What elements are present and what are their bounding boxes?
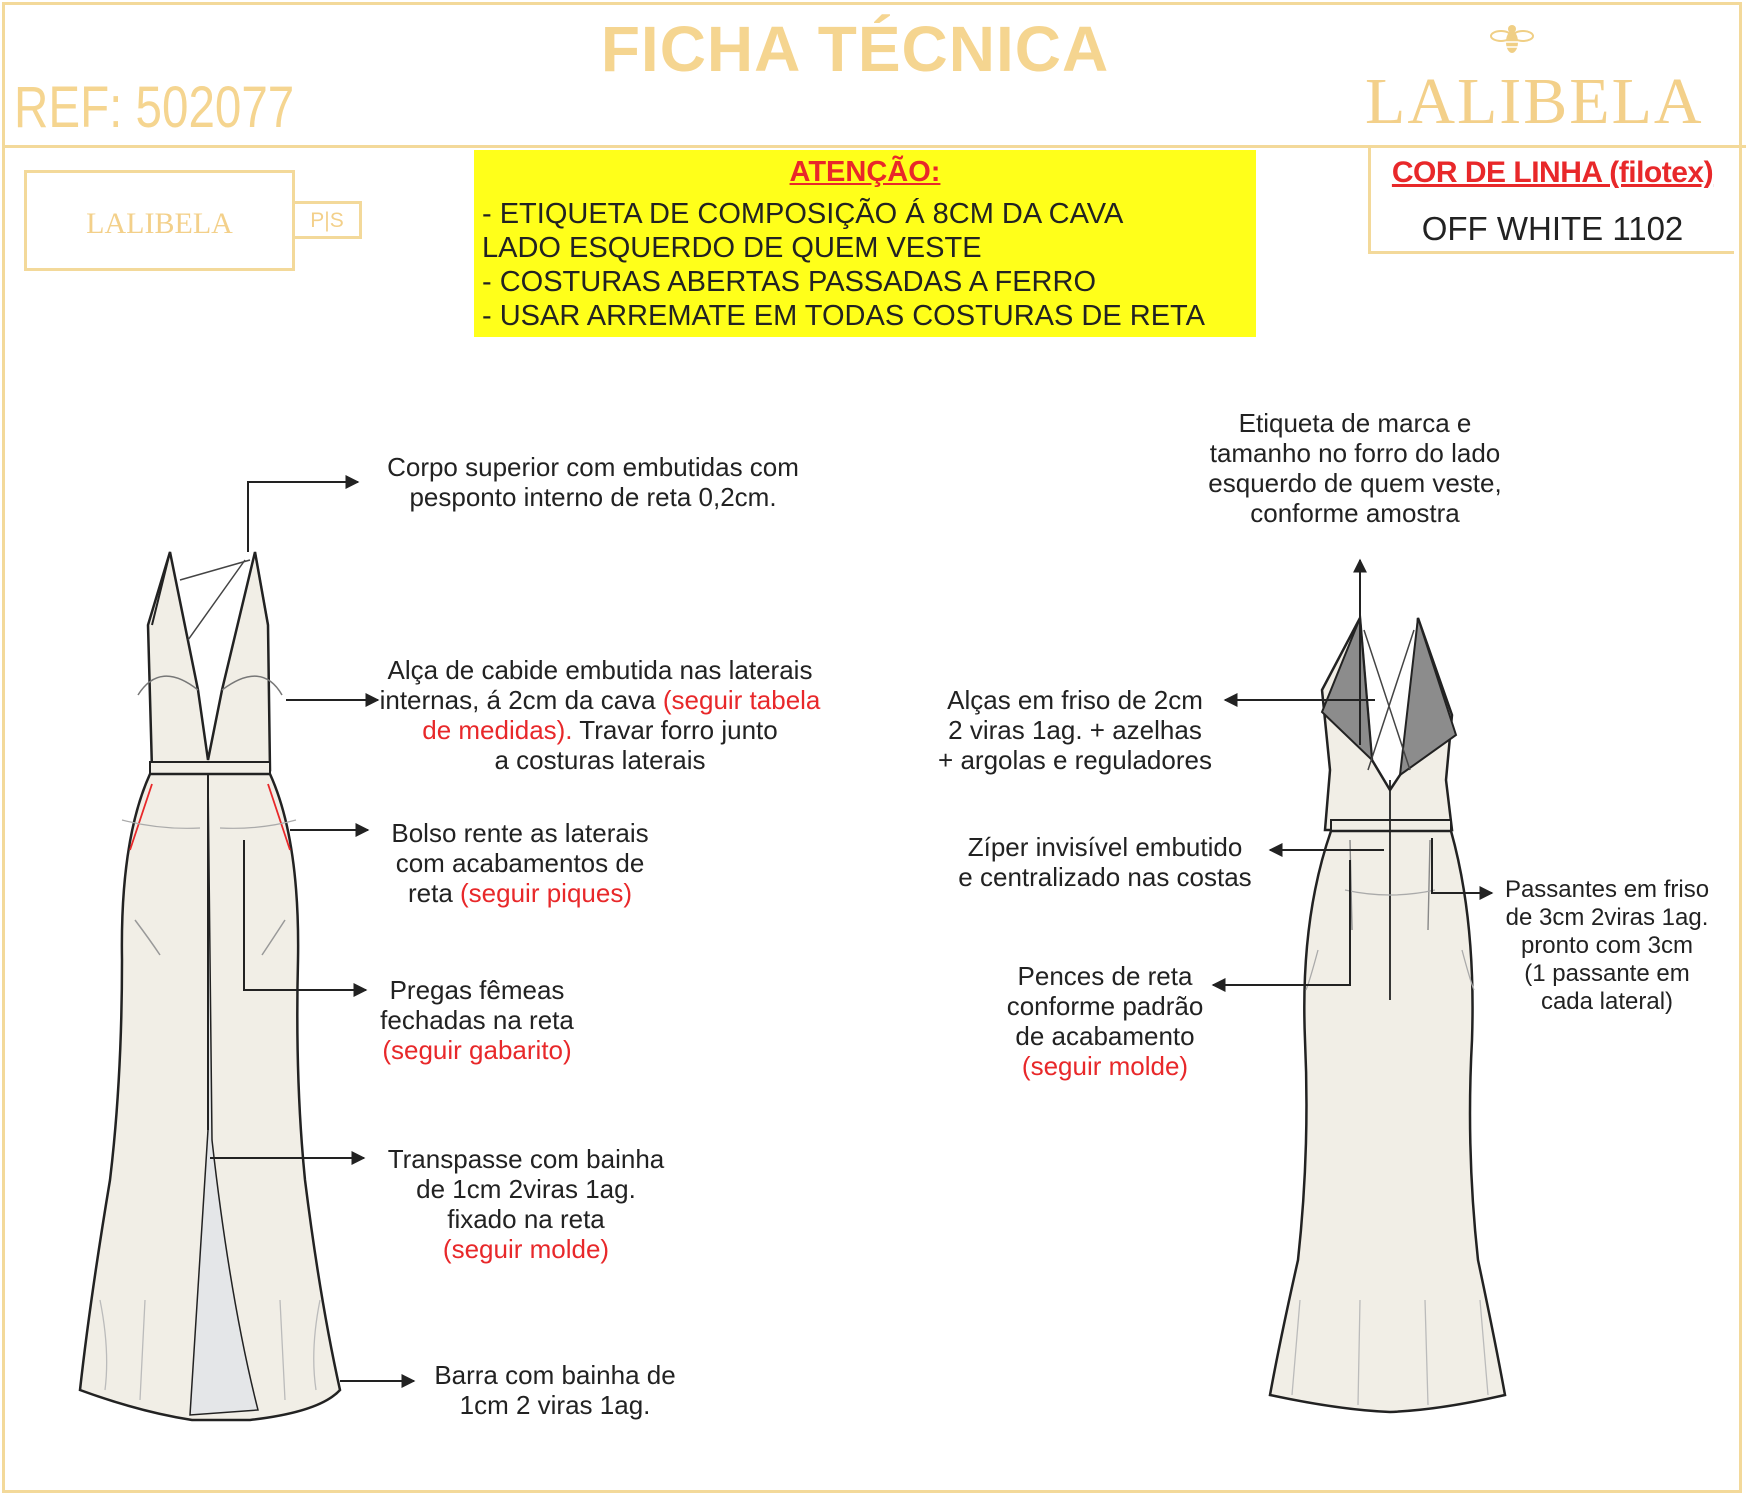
- note-line: fixado na reta: [447, 1204, 605, 1234]
- note-line: e centralizado nas costas: [958, 862, 1252, 892]
- note-line: tamanho no forro do lado: [1209, 438, 1501, 468]
- page-title: FICHA TÉCNICA: [600, 13, 1110, 85]
- note-line: Barra com bainha de: [434, 1360, 676, 1390]
- note-line: conforme amostra: [1250, 498, 1460, 528]
- note-red-text: (seguir tabela: [662, 685, 821, 715]
- thread-color-value: OFF WHITE 1102: [1421, 210, 1684, 247]
- note-red-text: (seguir piques): [460, 878, 632, 908]
- note-line: cada lateral): [1540, 988, 1674, 1015]
- note-red-text: (seguir gabarito): [382, 1035, 572, 1065]
- size-tag-text: P|S: [310, 209, 344, 232]
- note-line: Bolso rente as laterais: [391, 818, 649, 848]
- note-line: conforme padrão: [1006, 991, 1204, 1021]
- note-line: de 3cm 2viras 1ag.: [1505, 904, 1709, 931]
- note-line: a costuras laterais: [494, 745, 706, 775]
- reference-code: REF: 502077: [14, 75, 295, 140]
- note-line: Etiqueta de marca e: [1238, 408, 1472, 438]
- note-line: Transpasse com bainha: [387, 1144, 665, 1174]
- back-dress: [1270, 618, 1505, 1412]
- note-line: com acabamentos de: [395, 848, 645, 878]
- note-pregas: [370, 975, 584, 1065]
- note-line: Alça de cabide embutida nas laterais: [387, 655, 813, 685]
- attention-line: - ETIQUETA DE COMPOSIÇÃO Á 8CM DA CAVA: [482, 198, 1124, 230]
- note-line: pesponto interno de reta 0,2cm.: [409, 482, 777, 512]
- note-corpo-superior: [368, 452, 818, 512]
- note-line: (1 passante em: [1524, 960, 1690, 987]
- label-brand-text: LALIBELA: [86, 207, 233, 240]
- attention-line: LADO ESQUERDO DE QUEM VESTE: [482, 232, 982, 264]
- note-bolso: [370, 818, 670, 908]
- note-line: Pences de reta: [1017, 961, 1193, 991]
- note-line: Corpo superior com embutidas com: [387, 452, 799, 482]
- note-line: internas, á 2cm da cava: [379, 685, 663, 715]
- note-line: de acabamento: [1015, 1021, 1195, 1051]
- note-alca-cabide: [370, 655, 830, 775]
- note-line: Passantes em friso: [1504, 876, 1710, 903]
- front-dress: [80, 552, 340, 1420]
- note-line: 1cm 2 viras 1ag.: [459, 1390, 651, 1420]
- note-barra: [420, 1360, 690, 1420]
- note-red-text: (seguir molde): [442, 1234, 610, 1264]
- note-line: Travar forro junto: [572, 715, 778, 745]
- note-line: 2 viras 1ag. + azelhas: [948, 715, 1202, 745]
- attention-line: - COSTURAS ABERTAS PASSADAS A FERRO: [482, 266, 1096, 298]
- note-line: reta: [407, 878, 461, 908]
- arrow-icon: [248, 482, 358, 552]
- note-red-text: de medidas).: [422, 715, 573, 745]
- note-line: Alças em friso de 2cm: [947, 685, 1203, 715]
- note-line: Pregas fêmeas: [389, 975, 565, 1005]
- note-pences: [985, 961, 1225, 1081]
- note-etiqueta: [1185, 408, 1525, 528]
- note-alcas: [910, 685, 1240, 775]
- attention-line: - USAR ARREMATE EM TODAS COSTURAS DE RETA: [482, 300, 1205, 332]
- note-line: pronto com 3cm: [1520, 932, 1694, 959]
- note-line: esquerdo de quem veste,: [1208, 468, 1502, 498]
- note-line: de 1cm 2viras 1ag.: [416, 1174, 636, 1204]
- note-line: Zíper invisível embutido: [967, 832, 1243, 862]
- note-line: + argolas e reguladores: [938, 745, 1212, 775]
- note-transpasse: [376, 1144, 676, 1264]
- note-red-text: (seguir molde): [1021, 1051, 1189, 1081]
- note-line: fechadas na reta: [380, 1005, 574, 1035]
- note-ziper: [945, 832, 1265, 892]
- note-passantes: [1492, 876, 1722, 1016]
- attention-title: ATENÇÃO:: [789, 156, 941, 188]
- brand-logo: LALIBELA: [1365, 65, 1704, 138]
- thread-color-title: COR DE LINHA (filotex): [1391, 156, 1714, 189]
